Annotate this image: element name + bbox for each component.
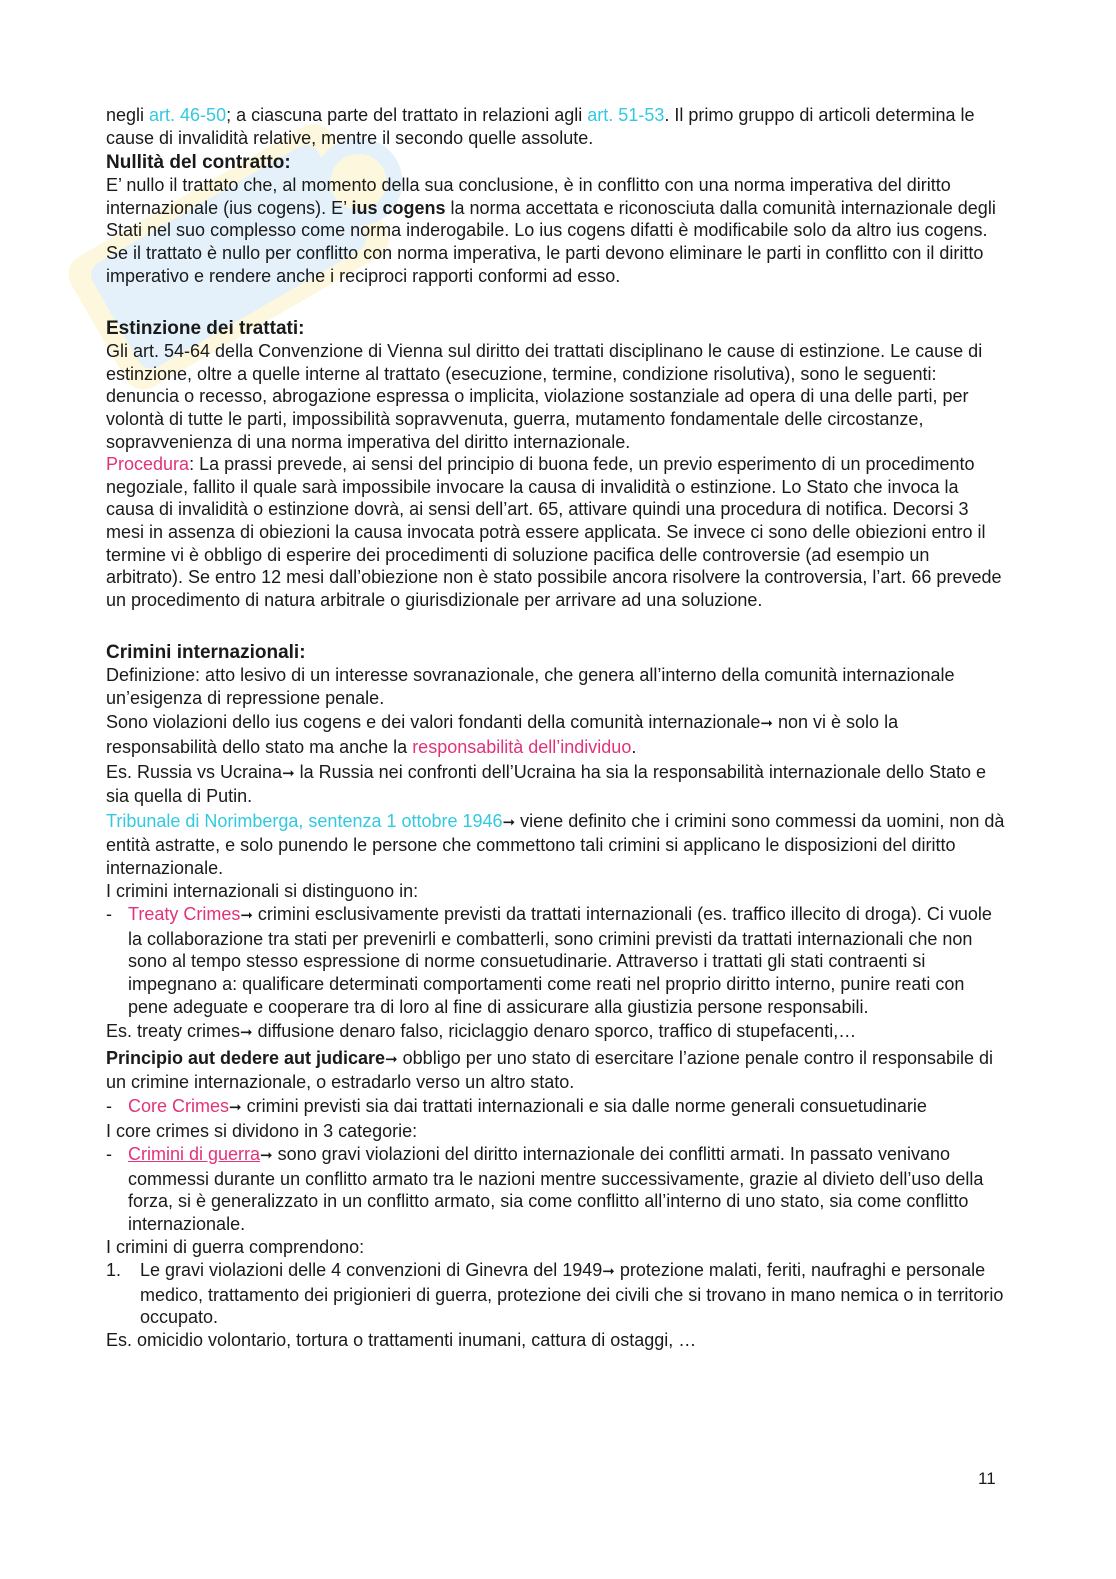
estinzione-paragraph: Gli art. 54-64 della Convenzione di Vienna sul diritto dei trattati disciplinano le cause di estinzione. Le cause di estinzione, oltre a quelle interne al trattato (esecuzione, termine, condizione risolutiva), sono le seguenti: denuncia o recesso, abrogazione espressa o implicita, violazione sostanziale ad opera di una delle parti, per volontà di tutte le parti, impossibilità sopravvenuta, guerra, mutamento fondamentale delle circostanze, sopravvenienza di una norma imperativa del diritto internazionale. — [106, 341, 983, 452]
article-link[interactable]: art. 46-50 — [149, 105, 227, 125]
arrow-icon: ➞ — [760, 715, 773, 733]
arrow-icon: ➞ — [602, 1263, 615, 1281]
dash-marker: - — [106, 904, 112, 925]
section-heading-crimini: Crimini internazionali: — [106, 642, 306, 664]
page-number: 11 — [978, 1469, 996, 1488]
norimberga-paragraph: Tribunale di Norimberga, sentenza 1 ottobre 1946➞ viene definito che i crimini sono commessi da uomini, non dà entità astratte, e solo punendo le persone che commettono tali crimini si applicano le disposizioni del diritto internazionale. — [106, 810, 1005, 879]
omicidio-example: Es. omicidio volontario, tortura o trattamenti inumani, cattura di ostaggi, … — [106, 1329, 697, 1350]
list-item-core-crimes: - Core Crimes➞ crimini previsti sia dai trattati internazionali e sia dalle norme generali consuetudinarie — [106, 1095, 1008, 1120]
distinguono-line: I crimini internazionali si distinguono in: — [106, 880, 419, 901]
highlight-term: responsabilità dell’individuo — [412, 737, 632, 758]
procedura-paragraph: Procedura: La prassi prevede, ai sensi del principio di buona fede, un previo esperimento di un procedimento negoziale, fallito il quale sarà impossibile invocare la causa di invalidità o estinzione. Lo Stato che invoca la causa di invalidità o estinzione dovrà, ai sensi dell’art. 65, attivare quindi una procedura di notifica. Decorsi 3 mesi in assenza di obiezioni la causa invocata potrà essere applicata. Se invece ci sono delle obiezioni entro il termine vi è obbligo di esperire dei procedimenti di soluzione pacifica delle controversie (ad esempio un arbitrato). Se entro 12 mesi dall’obiezione non è stato possibile ancora risolvere la controversia, l’art. 66 prevede un procedimento di natura arbitrale o giurisdizionale per arrivare ad una soluzione. — [106, 454, 1002, 610]
article-link[interactable]: art. 51-53 — [587, 105, 665, 125]
comprendono-line: I crimini di guerra comprendono: — [106, 1236, 365, 1257]
russia-example: Es. Russia vs Ucraina➞ la Russia nei confronti dell’Ucraina ha sia la responsabilità internazionale dello Stato e sia quella di Putin. — [106, 761, 987, 807]
arrow-icon: ➞ — [240, 1024, 253, 1042]
arrow-icon: ➞ — [282, 764, 295, 782]
treaty-crimes-label: Treaty Crimes — [128, 904, 241, 925]
bold-term: Principio aut dedere aut judicare — [106, 1047, 386, 1068]
arrow-icon: ➞ — [260, 1147, 273, 1165]
arrow-icon: ➞ — [229, 1098, 242, 1116]
arrow-icon: ➞ — [502, 813, 516, 831]
core-categorie-line: I core crimes si dividono in 3 categorie: — [106, 1120, 418, 1141]
numbered-item-1: 1. Le gravi violazioni delle 4 convenzioni di Ginevra del 1949➞ protezione malati, feriti, naufraghi e personale medico, trattamento dei prigionieri di guerra, protezione dei civili che si trovano in mano nemica o in territorio occupato. — [106, 1260, 1004, 1328]
violazioni-paragraph: Sono violazioni dello ius cogens e dei valori fondanti della comunità internazionale➞ non vi è solo la responsabilità dello stato ma anche la responsabilità dell’individuo. — [106, 712, 899, 758]
definizione-paragraph: Definizione: atto lesivo di un interesse sovranazionale, che genera all’interno della comunità internazionale un’esigenza di repressione penale. — [106, 665, 955, 708]
procedura-label: Procedura — [106, 454, 190, 475]
list-item-crimini-guerra: - Crimini di guerra➞ sono gravi violazioni del diritto internazionale dei conflitti armati. In passato venivano commessi durante un conflitto armato tra le nazioni mentre successivamente, grazie al divieto dell’uso della forza, si è generalizzato in un conflitto armato, sia come conflitto all’interno di uno stato, sia come conflitto internazionale. — [106, 1144, 984, 1234]
arrow-icon: ➞ — [240, 907, 253, 925]
page-content — [106, 104, 1008, 1352]
dash-marker: - — [106, 1095, 112, 1116]
number-marker: 1. — [106, 1260, 122, 1281]
list-item-treaty-crimes: - Treaty Crimes➞ crimini esclusivamente previsti da trattati internazionali (es. traffico illecito di droga). Ci vuole la collaborazione tra stati per prevenirli e combatterli, sono crimini previsti da trattati internazionali che non sono al tempo stesso espressione di norme consuetudinarie. Attraverso i trattati gli stati contraenti si impegnano a: qualificare determinati comportamenti come reati nel proprio diritto interno, punire reati con pene adeguate e cooperare tra di loro al fine di assicurare alla giustizia persone responsabili. — [106, 904, 992, 1017]
section-heading-estinzione: Estinzione dei trattati: — [106, 318, 305, 340]
crimini-guerra-link[interactable]: Crimini di guerra — [128, 1144, 261, 1165]
dash-marker: - — [106, 1144, 112, 1165]
arrow-icon: ➞ — [385, 1050, 398, 1068]
nullita-paragraph: E’ nullo il trattato che, al momento della sua conclusione, è in conflitto con una norma imperativa del diritto internazionale (ius cogens). E’ ius cogens la norma accettata e riconosciuta dalla comunità internazionale degli Stati nel suo complesso come norma inderogabile. Lo ius cogens difatti è modificabile solo da altro ius cogens. Se il trattato è nullo per conflitto con norma imperativa, le parti devono eliminare le parti in conflitto con il diritto imperativo e rendere anche i reciproci rapporti conformi ad esso. — [106, 175, 996, 286]
section-heading-nullita: Nullità del contratto: — [106, 152, 291, 174]
intro-paragraph: negli art. 46-50; a ciascuna parte del trattato in relazioni agli art. 51-53. Il primo gruppo di articoli determina le cause di invalidità relative, mentre il secondo quelle assolute. — [106, 105, 975, 148]
core-crimes-label: Core Crimes — [128, 1095, 230, 1116]
bold-term: ius cogens — [351, 197, 446, 218]
treaty-example: Es. treaty crimes➞ diffusione denaro falso, riciclaggio denaro sporco, traffico di stupefacenti,… — [106, 1021, 857, 1042]
aut-dedere-paragraph: Principio aut dedere aut judicare➞ obbligo per uno stato di esercitare l’azione penale contro il responsabile di un crimine internazionale, o estradarlo verso un altro stato. — [106, 1047, 994, 1093]
norimberga-link[interactable]: Tribunale di Norimberga, sentenza 1 ottobre 1946 — [106, 810, 503, 831]
